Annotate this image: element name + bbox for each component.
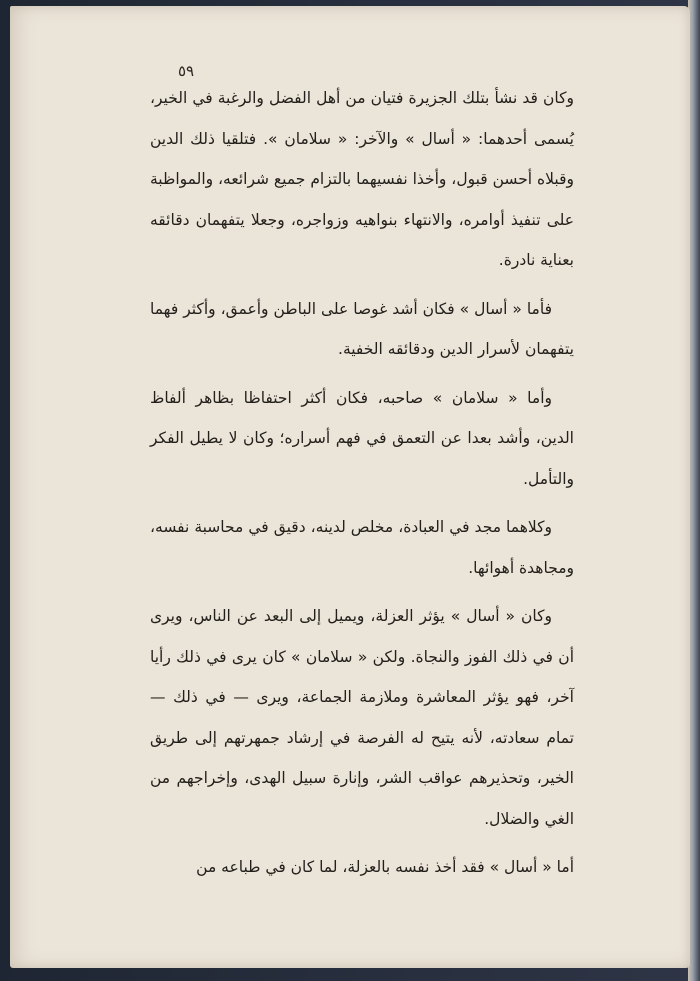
page-body-text: [150, 78, 574, 888]
paragraph: وكلاهما مجد في العبادة، مخلص لدينه، دقيق في محاسبة نفسه، ومجاهدة أهوائها.: [150, 518, 574, 577]
paragraph: وكان « أسال » يؤثر العزلة، ويميل إلى البعد عن الناس، ويرى أن في ذلك الفوز والنجاة. ولكن « سلامان » كان يرى في ذلك رأيا آخر، فهو يؤثر المعاشرة وملازمة الجماعة، ويرى — في ذلك — تمام سعادته، لأنه يتيح له الفرصة في إرشاد جمهرتهم إلى طريق الخير، وتحذيرهم عواقب الشر، وإنارة سبيل الهدى، وإخراجهم من الغي والضلال.: [150, 607, 574, 828]
paragraph: أما « أسال » فقد أخذ نفسه بالعزلة، لما كان في طباعه من: [196, 858, 574, 876]
paragraph: وأما « سلامان » صاحبه، فكان أكثر احتفاظا بظاهر ألفاظ الدين، وأشد بعدا عن التعمق في فهم أسراره؛ وكان لا يطيل الفكر والتأمل.: [150, 388, 574, 488]
page-number: ٥٩: [178, 62, 195, 80]
paragraph: فأما « أسال » فكان أشد غوصا على الباطن وأعمق، وأكثر فهما يتفهمان لأسرار الدين ودقائقه الخفية.: [150, 299, 574, 358]
paragraph: وكان قد نشأ بتلك الجزيرة فتيان من أهل الفضل والرغبة في الخير، يُسمى أحدهما: « أسال » والآخر: « سلامان ». فتلقيا ذلك الدين وقبلاه أحسن قبول، وأخذا نفسيهما بالتزام جميع شرائعه، والمواظبة على تنفيذ أوامره، والانتهاء بنواهيه وزواجره، وجعلا يتفهمان دقائقه بعناية نادرة.: [150, 89, 574, 269]
